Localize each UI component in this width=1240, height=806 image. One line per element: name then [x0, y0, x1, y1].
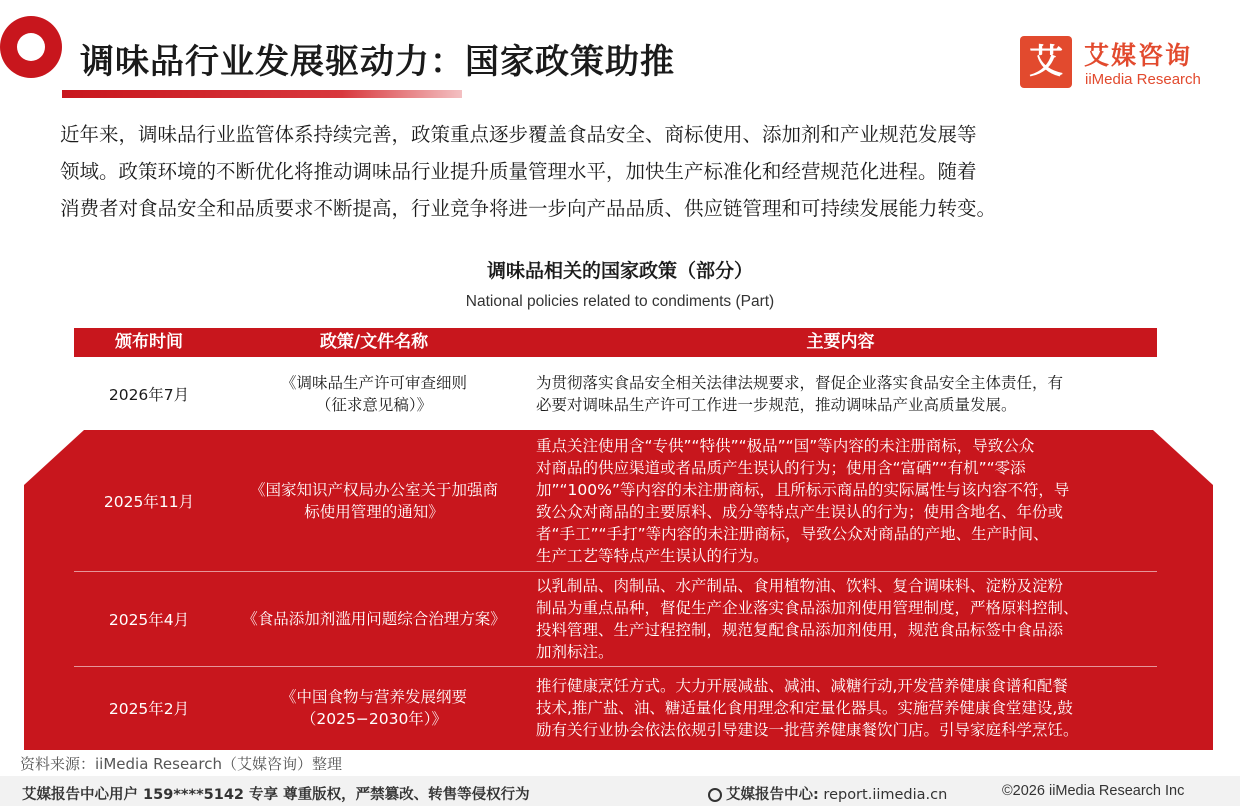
- logo-chinese-name: 艾媒咨询: [1084, 41, 1193, 70]
- row-content: [536, 432, 1156, 570]
- content-line: 加剂标注。: [536, 643, 614, 661]
- row-date: 2025年11月: [103, 493, 195, 511]
- globe-icon: [708, 788, 722, 802]
- content-line: 加”“100%”等内容的未注册商标，且所标示商品的实际属性与该内容不符，导: [536, 481, 1070, 499]
- row-date: 2026年7月: [108, 386, 190, 404]
- table-row: [74, 432, 1157, 570]
- policy-line: （2025−2030年）》: [300, 710, 448, 728]
- row-date: 2025年2月: [108, 700, 190, 718]
- content-line: 技术,推广盐、油、糖适量化食用理念和定量化器具。实施营养健康食堂建设,鼓: [536, 699, 1073, 717]
- table-row: [74, 573, 1157, 665]
- policy-line: 《调味品生产许可审查细则: [280, 374, 467, 392]
- content-line: 生产工艺等特点产生误认的行为。: [536, 547, 769, 565]
- page-title: 调味品行业发展驱动力：国家政策助推: [80, 42, 675, 82]
- content-line: 制品为重点品种，督促生产企业落实食品添加剂使用管理制度，严格原料控制、: [536, 599, 1079, 617]
- footer-copyright: ©2026 iiMedia Research Inc: [1002, 783, 1185, 799]
- footer-copyright-notice: 艾媒报告中心用户 159****5142 专享 尊重版权，严禁篡改、转售等侵权行为: [22, 787, 530, 803]
- title-ring-icon: [0, 16, 62, 78]
- content-line: 以乳制品、肉制品、水产制品、食用植物油、饮料、复合调味料、淀粉及淀粉: [536, 577, 1064, 595]
- content-line: 对商品的供应渠道或者品质产生误认的行为；使用含“富硒”“有机”“零添: [536, 459, 1026, 477]
- content-line: 者“手工”“手打”等内容的未注册商标，导致公众对商品的产地、生产时间、: [536, 525, 1049, 543]
- table-row: [74, 668, 1157, 748]
- content-line: 投料管理、生产过程控制，规范复配食品添加剂使用，规范食品标签中食品添: [536, 621, 1064, 639]
- source-note: 资料来源：iiMedia Research（艾媒咨询）整理: [20, 755, 342, 773]
- report-center-link[interactable]: report.iimedia.cn: [823, 787, 948, 803]
- row-policy: [224, 358, 524, 430]
- column-header-content: 主要内容: [806, 332, 875, 352]
- row-policy: [224, 573, 524, 665]
- footer-report-center: [708, 783, 947, 804]
- content-line: 重点关注使用含“专供”“特供”“极品”“国”等内容的未注册商标，导致公众: [536, 437, 1035, 455]
- iimedia-logo-icon: 艾: [1020, 36, 1072, 88]
- logo-english-name: iiMedia Research: [1085, 71, 1201, 88]
- table-subtitle: National policies related to condiments (Part): [465, 293, 775, 310]
- intro-line: 领域。政策环境的不断优化将推动调味品行业提升质量管理水平，加快生产标准化和经营规范化进程。随着: [60, 160, 977, 183]
- intro-line: 近年来，调味品行业监管体系持续完善，政策重点逐步覆盖食品安全、商标使用、添加剂和产业规范发展等: [60, 123, 977, 146]
- content-line: 必要对调味品生产许可工作进一步规范，推动调味品产业高质量发展。: [536, 396, 1017, 414]
- row-divider: [74, 666, 1157, 667]
- row-policy: [224, 668, 524, 748]
- content-line: 推行健康烹饪方式。大力开展减盐、减油、减糖行动,开发营养健康食谱和配餐: [536, 677, 1068, 695]
- policy-line: 《中国食物与营养发展纲要: [280, 688, 467, 706]
- table-title: 调味品相关的国家政策（部分）: [486, 260, 753, 282]
- policy-line: （征求意见稿）》: [315, 396, 433, 414]
- content-line: 为贯彻落实食品安全相关法律法规要求，督促企业落实食品安全主体责任，有: [536, 374, 1064, 392]
- intro-line: 消费者对食品安全和品质要求不断提高，行业竞争将进一步向产品品质、供应链管理和可持续发展能力转变。: [60, 197, 997, 220]
- row-content: [536, 668, 1156, 748]
- report-center-label: 艾媒报告中心:: [726, 787, 819, 803]
- table-header: [74, 328, 1157, 357]
- row-policy: [224, 432, 524, 570]
- row-content: [536, 358, 1156, 430]
- intro-paragraph: [60, 116, 1185, 227]
- column-header-date: 颁布时间: [115, 332, 183, 352]
- policy-line: 《食品添加剂滥用问题综合治理方案》: [242, 610, 506, 628]
- column-header-policy: 政策/文件名称: [319, 332, 429, 352]
- row-date: 2025年4月: [108, 611, 190, 629]
- table-row: [74, 358, 1157, 430]
- title-underline: [62, 90, 462, 98]
- row-divider: [74, 571, 1157, 572]
- row-content: [536, 573, 1156, 665]
- policy-line: 《国家知识产权局办公室关于加强商: [249, 481, 498, 499]
- policy-line: 标使用管理的通知》: [304, 503, 444, 521]
- content-line: 致公众对商品的主要原料、成分等特点产生误认的行为；使用含地名、年份或: [536, 503, 1064, 521]
- content-line: 励有关行业协会依法依规引导建设一批营养健康餐饮门店。引导家庭科学烹饪。: [536, 721, 1079, 739]
